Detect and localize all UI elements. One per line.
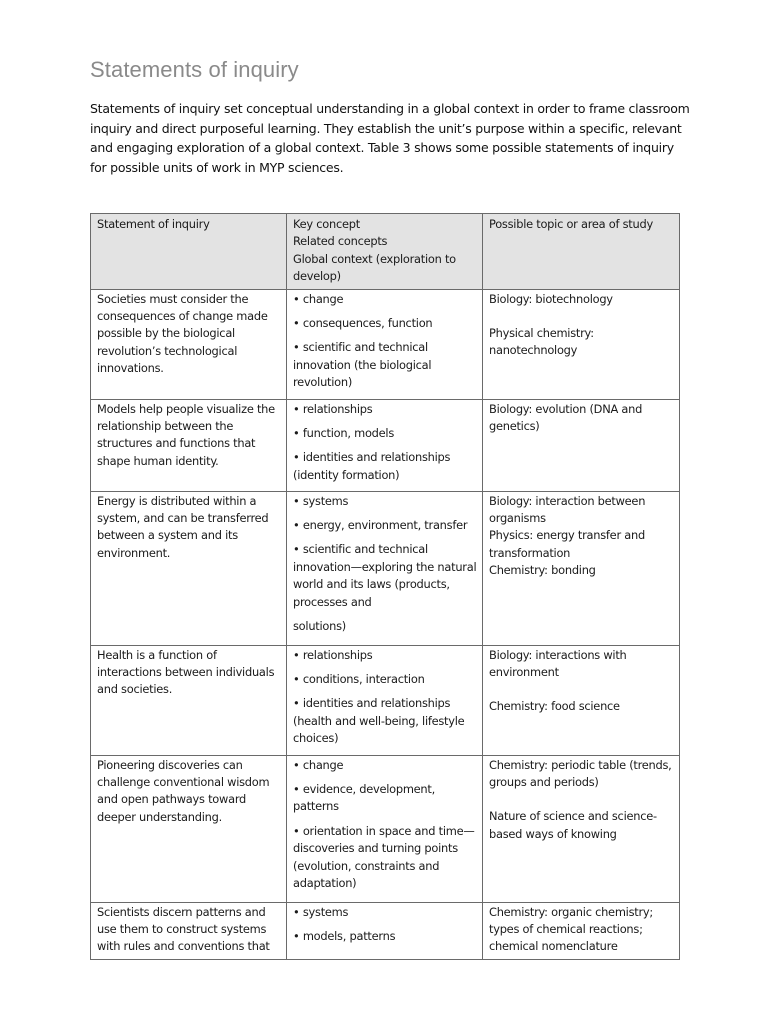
topic-item: Chemistry: bonding — [489, 563, 596, 578]
concept-item: • systems — [293, 493, 349, 508]
header-related-concepts-label: Related concepts — [293, 234, 388, 249]
concept-item: • relationships — [293, 647, 373, 662]
header-key-concept-label: Key concept — [293, 217, 360, 231]
table-header-row — [91, 214, 680, 290]
concept-item: solutions) — [293, 619, 346, 634]
topic-item: Physics: energy transfer and transformation — [489, 528, 645, 560]
header-concepts — [287, 214, 483, 290]
intro-paragraph: Statements of inquiry set conceptual understanding in a global context in order to frame classroom inquiry and direct purposeful learning. They establish the unit’s purpose within a specific, relevant and engaging exploration of a global context. Table 3 shows some possible statements of inquiry for possible units of work in MYP sciences. — [90, 101, 690, 175]
concepts-cell — [287, 399, 483, 491]
topic-cell — [483, 645, 680, 755]
topic-cell — [483, 289, 680, 399]
statement-cell — [91, 645, 287, 755]
concept-item: • systems — [293, 904, 349, 919]
header-statement — [91, 214, 287, 290]
statement-cell — [91, 902, 287, 959]
table-row — [91, 645, 680, 755]
statement-cell — [91, 289, 287, 399]
concept-item: • consequences, function — [293, 316, 433, 331]
concepts-cell — [287, 902, 483, 959]
concept-item: • orientation in space and time—discoveries and turning points (evolution, constraints and adaptation) — [293, 823, 475, 891]
concept-item: • relationships — [293, 401, 373, 416]
topic-cell — [483, 491, 680, 645]
topic-item: Chemistry: food science — [489, 699, 620, 714]
topic-item: Biology: interactions with environment — [489, 647, 627, 680]
statement-text: Pioneering discoveries can challenge conventional wisdom and open pathways toward deeper understanding. — [97, 757, 270, 824]
statement-cell — [91, 755, 287, 902]
topic-cell — [483, 902, 680, 959]
topic-item: Chemistry: organic chemistry; types of chemical reactions; chemical nomenclature — [489, 904, 653, 954]
concept-item: • identities and relationships (health and well-being, lifestyle choices) — [293, 696, 465, 746]
concept-item: • function, models — [293, 426, 395, 441]
statements-of-inquiry-table — [90, 213, 680, 960]
concept-item: • change — [293, 757, 344, 772]
topic-item: Nature of science and science-based ways of knowing — [489, 809, 657, 841]
statement-text: Scientists discern patterns and use them to construct systems with rules and conventions that — [97, 904, 270, 954]
table-row — [91, 755, 680, 902]
table-row — [91, 399, 680, 491]
topic-item: Biology: evolution (DNA and genetics) — [489, 401, 643, 434]
concept-item: • change — [293, 291, 344, 306]
topic-item: Biology: biotechnology — [489, 291, 613, 306]
header-statement-label: Statement of inquiry — [97, 217, 210, 231]
concept-item: • energy, environment, transfer — [293, 518, 468, 533]
concept-item: • evidence, development, patterns — [293, 782, 435, 814]
concept-item: • models, patterns — [293, 929, 396, 944]
table-row — [91, 902, 680, 959]
concepts-cell — [287, 645, 483, 755]
concepts-cell — [287, 289, 483, 399]
topic-item: Biology: interaction between organisms — [489, 493, 646, 526]
header-topic — [483, 214, 680, 290]
concept-item: • conditions, interaction — [293, 672, 425, 687]
table-row — [91, 289, 680, 399]
page-title: Statements of inquiry — [90, 57, 299, 82]
topic-cell — [483, 755, 680, 902]
statement-text: Health is a function of interactions between individuals and societies. — [97, 647, 275, 697]
statement-cell — [91, 399, 287, 491]
concepts-cell — [287, 755, 483, 902]
header-global-context-label: Global context (exploration to develop) — [293, 251, 456, 284]
topic-item: Chemistry: periodic table (trends, groups and periods) — [489, 757, 672, 790]
topic-cell — [483, 399, 680, 491]
statement-text: Models help people visualize the relationship between the structures and functions that shape human identity. — [97, 401, 275, 468]
statement-cell — [91, 491, 287, 645]
statement-text: Energy is distributed within a system, and can be transferred between a system and its environment. — [97, 493, 269, 560]
concept-item: • scientific and technical innovation (the biological revolution) — [293, 340, 432, 390]
table-row — [91, 491, 680, 645]
header-topic-label: Possible topic or area of study — [489, 217, 653, 231]
statement-text: Societies must consider the consequences of change made possible by the biological revolution’s technological innovations. — [97, 291, 268, 376]
concepts-cell — [287, 491, 483, 645]
topic-item: Physical chemistry: nanotechnology — [489, 326, 594, 358]
concept-item: • scientific and technical innovation—exploring the natural world and its laws (products, processes and — [293, 542, 477, 609]
concept-item: • identities and relationships (identity formation) — [293, 450, 451, 482]
